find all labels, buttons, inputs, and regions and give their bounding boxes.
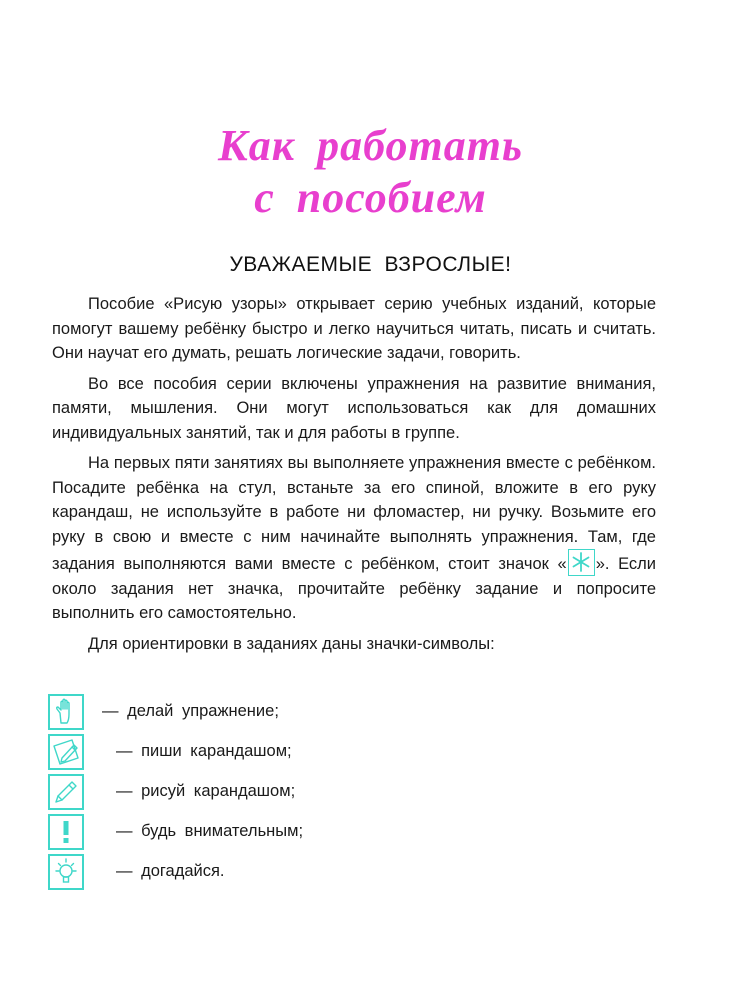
symbol-row-guess [48, 854, 448, 892]
paragraph-2: Во все пособия серии включены упражнения на развитие внимания, памяти, мышления. Они могут использоваться как для домашних индивидуальных занятий, так и для работы в группе. [52, 374, 656, 442]
symbol-label-write: — пиши карандашом; [116, 742, 292, 760]
page-title-line-1: Как работать [217, 121, 524, 170]
symbol-row-attention [48, 814, 448, 852]
exclamation-icon [48, 814, 84, 850]
symbol-label-exercise: — делай упражнение; [102, 702, 279, 720]
paragraph-1: Пособие «Рисую узоры» открывает серию учебных изданий, которые помогут вашему ребёнку быстро и легко научиться читать, писать и считать. Они научат его думать, решать логические задачи, говорить. [52, 295, 656, 362]
symbol-label-guess: — догадайся. [116, 862, 225, 880]
draw-pencil-icon [48, 774, 84, 810]
symbol-row-write [48, 734, 448, 772]
body-text [52, 292, 656, 662]
paragraph-3-text-after: ». Если около задания нет значка, прочитайте ребёнку задание и попросите выполнить его самостоятельно. [52, 555, 657, 622]
write-pencil-icon [48, 734, 84, 770]
symbol-row-exercise [48, 694, 448, 732]
paragraph-3 [52, 451, 656, 626]
hand-icon [48, 694, 84, 730]
symbol-row-draw [48, 774, 448, 812]
paragraph-4: Для ориентировки в заданиях даны значки-символы: [88, 634, 495, 653]
lightbulb-icon [48, 854, 84, 890]
symbol-label-attention: — будь внимательным; [116, 822, 304, 840]
address-heading: УВАЖАЕМЫЕ ВЗРОСЛЫЕ! [229, 253, 512, 276]
asterisk-icon [568, 549, 595, 576]
symbol-label-draw: — рисуй карандашом; [116, 782, 296, 800]
page-title-line-2: с пособием [254, 173, 487, 222]
paragraph-3-text-before: На первых пяти занятиях вы выполняете упражнения вместе с ребёнком. Посадите ребёнка на стул, встаньте за его спиной, вложите в его руку карандаш, не используйте в работе ни фломастер, ни ручку. Возьмите его руку в свою и вместе с ним начинайте выполнять упражнения. Там, где задания выполняются вами вместе с ребёнком, стоит значок « [52, 454, 656, 573]
symbol-legend [48, 694, 448, 894]
